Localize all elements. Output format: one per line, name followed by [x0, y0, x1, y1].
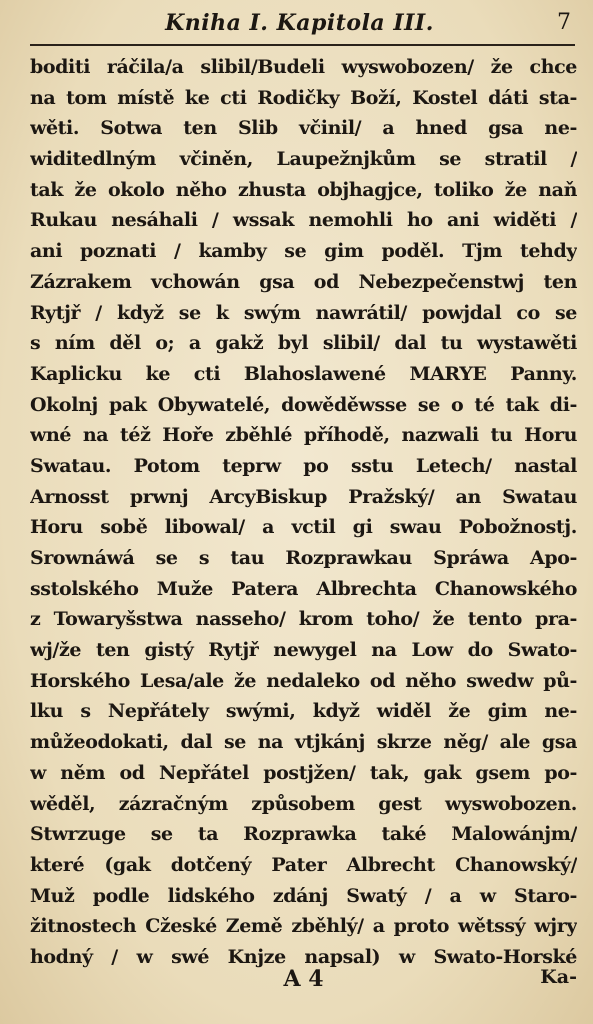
text-line: wěti. Sotwa ten Slib včinil/ a hned gsa ne-	[30, 117, 577, 140]
text-line: wěděl, zázračným způsobem gest wyswobozen.	[30, 792, 577, 815]
body-text	[30, 52, 577, 973]
text-line: Horu sobě libowal/ a vctil gi swau Pobožnostj.	[30, 516, 577, 539]
text-line: žitnostech Cžeské Země zběhlý/ a proto wětssý wjry	[30, 915, 577, 938]
text-line: hodný / w swé Knjze napsal) w Swato-Horské	[30, 945, 577, 968]
text-line: Swatau. Potom teprw po sstu Letech/ nastal	[30, 454, 577, 477]
page-footer	[30, 966, 577, 1006]
running-head-title: Kniha I. Kapitola III.	[165, 10, 434, 36]
text-line: Rytjř / když se k swým nawrátil/ powjdal co se	[30, 301, 577, 324]
signature-mark: A 4	[283, 966, 324, 992]
text-line: wj/že ten gistý Rytjř newygel na Low do Swato-	[30, 639, 577, 662]
running-head	[28, 10, 571, 46]
text-line: sstolského Muže Patera Albrechta Chanowského	[30, 577, 577, 600]
text-line: Rukau nesáhali / wssak nemohli ho ani widěti /	[30, 209, 577, 232]
catchword: Ka-	[540, 966, 577, 988]
text-line: na tom místě ke cti Rodičky Boží, Kostel dáti sta-	[30, 86, 577, 109]
text-line: w něm od Nepřátel postjžen/ tak, gak gsem po-	[30, 761, 577, 784]
text-line: Kaplicku ke cti Blahoslawené MARYE Panny.	[30, 362, 577, 385]
text-line: s ním děl o; a gakž byl slibil/ dal tu wystawěti	[30, 332, 577, 355]
text-line: boditi ráčila/a slibil/Budeli wyswobozen/ že chce	[30, 56, 577, 78]
header-rule	[30, 44, 575, 46]
text-line: widitedlným včiněn, Laupežnjkům se stratil /	[30, 148, 577, 171]
text-line: Muž podle lidského zdánj Swatý / a w Staro-	[30, 884, 577, 907]
text-line: můžeodokati, dal se na vtjkánj skrze něg/ ale gsa	[30, 731, 577, 754]
page-number: 7	[557, 10, 571, 35]
text-line: z Towaryšstwa nasseho/ krom toho/ že tento pra-	[30, 608, 577, 631]
text-line: které (gak dotčený Pater Albrecht Chanowský/	[30, 853, 577, 876]
text-line: tak že okolo něho zhusta objhagjce, toliko že naň	[30, 178, 577, 201]
text-line: Arnosst prwnj ArcyBiskup Pražský/ an Swatau	[30, 485, 577, 508]
text-line: ani poznati / kamby se gim poděl. Tjm tehdy	[30, 240, 577, 263]
text-line: Okolnj pak Obywatelé, dowěděwsse se o té tak di-	[30, 393, 577, 416]
text-line: Zázrakem vchowán gsa od Nebezpečenstwj ten	[30, 270, 577, 293]
text-line: Stwrzuge se ta Rozprawka také Malowánjm/	[30, 823, 577, 846]
text-line: Srownáwá se s tau Rozprawkau Spráwa Apo-	[30, 547, 577, 569]
text-line: Horského Lesa/ale že nedaleko od něho swedw pů-	[30, 669, 577, 692]
text-line: wné na též Hoře zběhlé příhodě, nazwali tu Horu	[30, 424, 577, 447]
text-line: lku s Nepřátely swými, když widěl že gim ne-	[30, 700, 577, 723]
